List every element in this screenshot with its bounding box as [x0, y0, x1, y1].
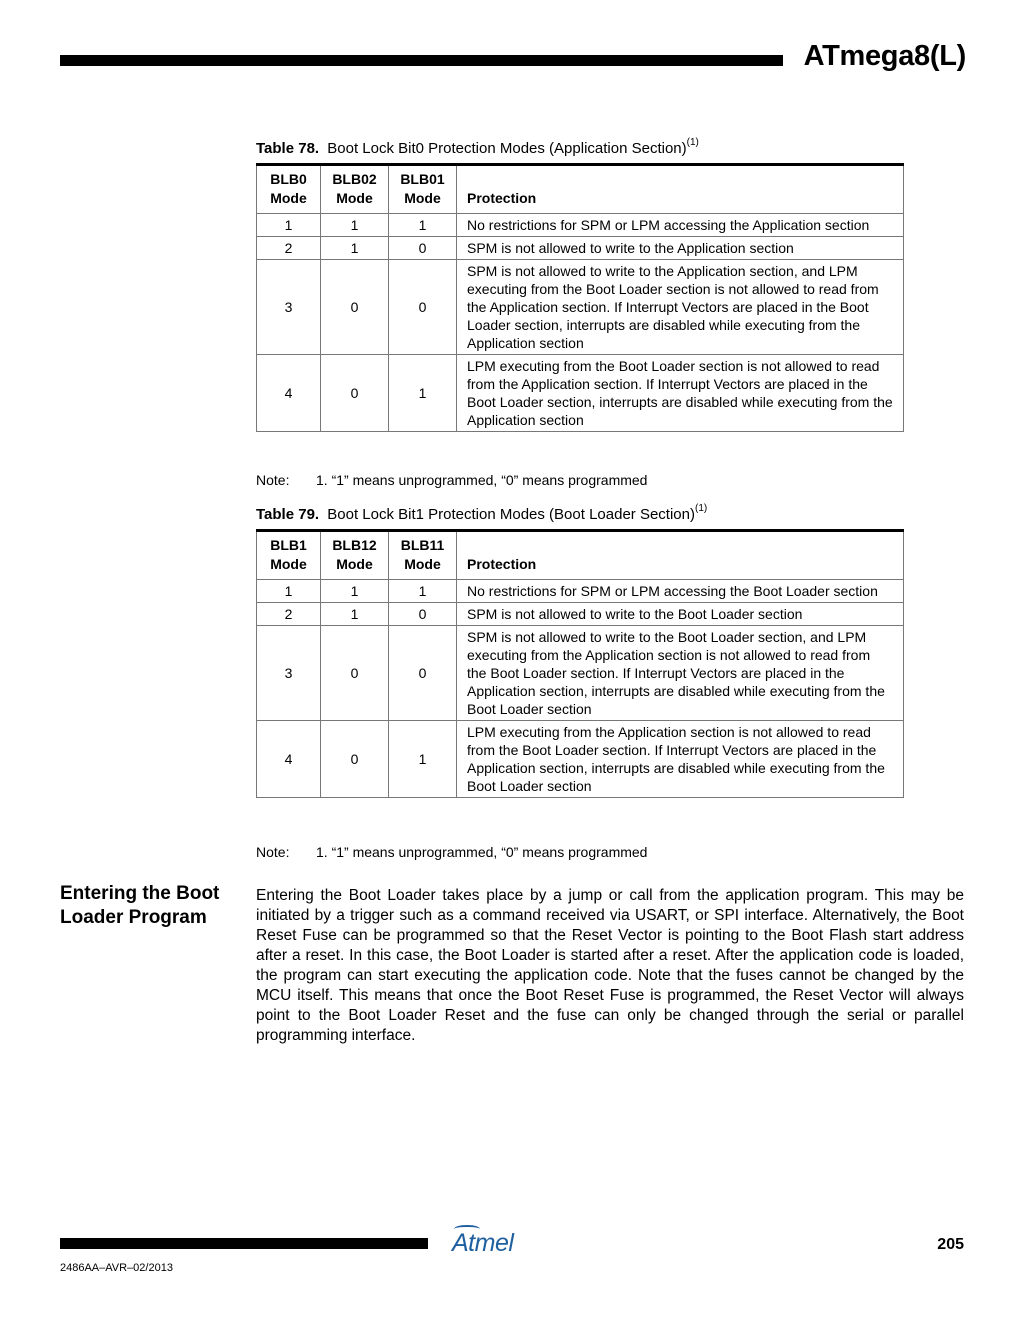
mode-cell: 2: [257, 237, 321, 260]
column-header: BLB02 Mode: [321, 165, 389, 214]
mode-cell: 0: [389, 626, 457, 721]
table-header-row: [257, 165, 904, 214]
protection-cell: SPM is not allowed to write to the Application section: [457, 237, 904, 260]
table-79-caption: [256, 503, 708, 523]
protection-cell: LPM executing from the Boot Loader section is not allowed to read from the Application section. If Interrupt Vectors are placed in the Boot Loader section, interrupts are disabled while executing from the Application section: [457, 355, 904, 432]
section-body: Entering the Boot Loader takes place by a jump or call from the application program. This may be initiated by a trigger such as a command received via USART, or SPI interface. Alternatively, the Boot Reset Fuse can be programmed so that the Reset Vector is pointing to the Boot Flash start address after a reset. In this case, the Boot Loader is started after a reset. After the application code is loaded, the program can start executing the application code. Note that the fuses cannot be changed by the MCU itself. This means that once the Boot Reset Fuse is programmed, the Reset Vector will always point to the Boot Loader Reset and the fuse can only be changed through the serial or parallel programming interface.: [256, 887, 964, 1044]
note-text: 1. “1” means unprogrammed, “0” means programmed: [316, 472, 648, 488]
mode-cell: 0: [389, 237, 457, 260]
page-title: ATmega8(L): [803, 40, 966, 72]
logo-text: Atmel: [452, 1229, 514, 1257]
table-78-label: Table 78.: [256, 140, 320, 157]
protection-cell: No restrictions for SPM or LPM accessing the Application section: [457, 214, 904, 237]
table-78: [256, 163, 904, 432]
mode-cell: 1: [257, 214, 321, 237]
table-row: [257, 626, 904, 721]
mode-cell: 4: [257, 355, 321, 432]
mode-cell: 1: [389, 721, 457, 798]
note-label: Note:: [256, 844, 290, 860]
mode-cell: 2: [257, 603, 321, 626]
table-row: [257, 355, 904, 432]
table-79-note: [256, 844, 647, 860]
footer-rule: [60, 1238, 428, 1249]
atmel-logo: [452, 1229, 513, 1258]
table-78-title: Boot Lock Bit0 Protection Modes (Application Section): [327, 140, 687, 157]
mode-cell: 3: [257, 260, 321, 355]
column-header: Protection: [457, 165, 904, 214]
table-row: [257, 260, 904, 355]
table-header-row: [257, 531, 904, 580]
mode-cell: 1: [321, 237, 389, 260]
protection-cell: SPM is not allowed to write to the Boot Loader section: [457, 603, 904, 626]
mode-cell: 4: [257, 721, 321, 798]
table-79: [256, 529, 904, 798]
section-heading-line2: Loader Program: [60, 907, 207, 928]
column-header: BLB11 Mode: [389, 531, 457, 580]
column-header: BLB12 Mode: [321, 531, 389, 580]
mode-cell: 3: [257, 626, 321, 721]
section-heading: [60, 882, 219, 930]
section-heading-line1: Entering the Boot: [60, 883, 220, 904]
column-header: BLB01 Mode: [389, 165, 457, 214]
table-79-title: Boot Lock Bit1 Protection Modes (Boot Loader Section): [327, 506, 695, 523]
table-78-note: [256, 472, 647, 488]
table-row: [257, 721, 904, 798]
mode-cell: 1: [389, 214, 457, 237]
note-text: 1. “1” means unprogrammed, “0” means programmed: [316, 844, 648, 860]
table-78-ref: (1): [686, 137, 699, 148]
mode-cell: 1: [321, 603, 389, 626]
header-rule: [60, 55, 783, 66]
table-row: [257, 603, 904, 626]
mode-cell: 1: [389, 580, 457, 603]
mode-cell: 1: [321, 580, 389, 603]
table-row: [257, 580, 904, 603]
mode-cell: 0: [321, 260, 389, 355]
table-row: [257, 214, 904, 237]
protection-cell: LPM executing from the Application section is not allowed to read from the Boot Loader section. If Interrupt Vectors are placed in the Application section, interrupts are disabled while executing from the Boot Loader section: [457, 721, 904, 798]
mode-cell: 1: [321, 214, 389, 237]
mode-cell: 0: [389, 260, 457, 355]
note-label: Note:: [256, 472, 290, 488]
mode-cell: 1: [389, 355, 457, 432]
column-header: BLB0 Mode: [257, 165, 321, 214]
table-78-caption: [256, 137, 699, 157]
protection-cell: No restrictions for SPM or LPM accessing the Boot Loader section: [457, 580, 904, 603]
page-number: 205: [937, 1236, 964, 1253]
table-79-label: Table 79.: [256, 506, 320, 523]
document-code: 2486AA–AVR–02/2013: [60, 1262, 173, 1274]
mode-cell: 0: [321, 626, 389, 721]
table-row: [257, 237, 904, 260]
mode-cell: 0: [389, 603, 457, 626]
protection-cell: SPM is not allowed to write to the Application section, and LPM executing from the Boot Loader section is not allowed to read from the Application section. If Interrupt Vectors are placed in the Boot Loader section, interrupts are disabled while executing from the Application section: [457, 260, 904, 355]
mode-cell: 0: [321, 721, 389, 798]
mode-cell: 1: [257, 580, 321, 603]
protection-cell: SPM is not allowed to write to the Boot Loader section, and LPM executing from the Application section is not allowed to read from the Boot Loader section. If Interrupt Vectors are placed in the Application section, interrupts are disabled while executing from the Boot Loader section: [457, 626, 904, 721]
mode-cell: 0: [321, 355, 389, 432]
table-79-ref: (1): [694, 503, 708, 514]
column-header: BLB1 Mode: [257, 531, 321, 580]
logo-swoosh: [454, 1225, 480, 1233]
column-header: Protection: [457, 531, 904, 580]
